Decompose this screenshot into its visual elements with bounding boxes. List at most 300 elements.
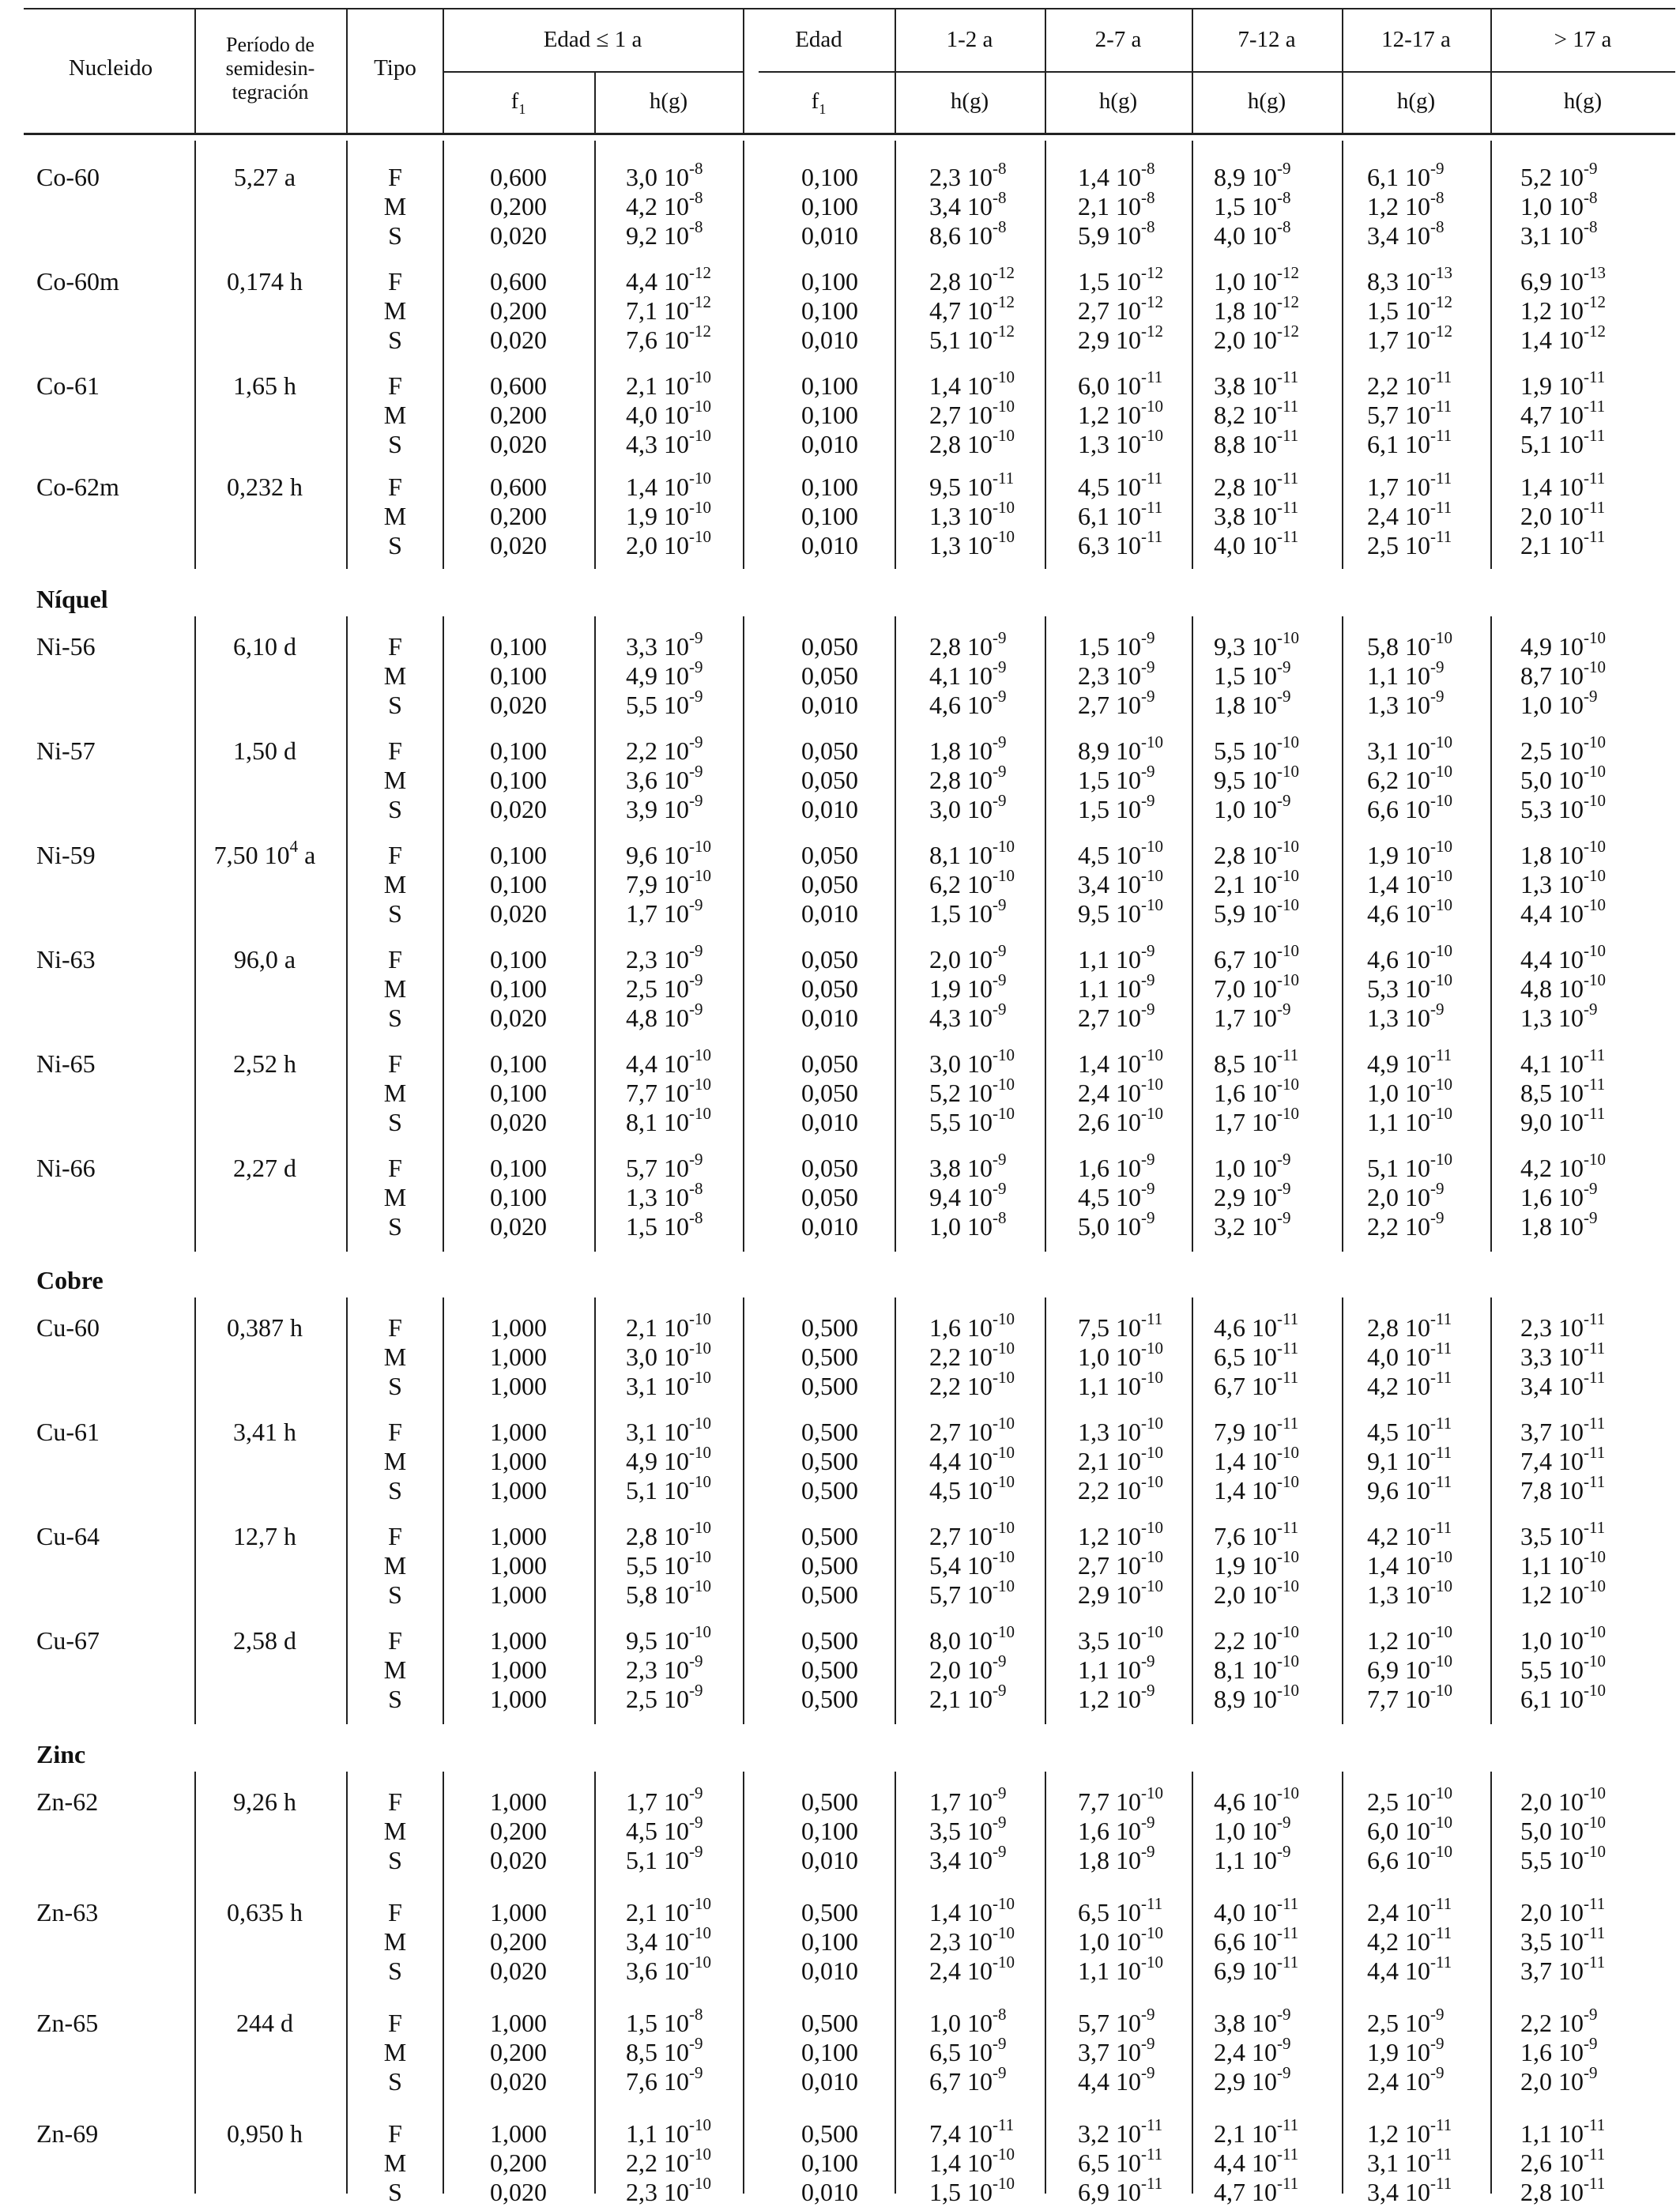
dose-value: 4,2 $10^{-11}$ <box>1367 1518 1452 1550</box>
dose-infant: 2,2 $10^{-9}$ <box>626 733 703 765</box>
dose-infant: 1,7 $10^{-9}$ <box>626 1783 703 1816</box>
f1-older: 0,500 <box>801 1551 858 1580</box>
dose-value: 3,5 $10^{-11}$ <box>1520 1923 1606 1956</box>
dose-value: 4,5 $10^{-11}$ <box>1078 469 1163 501</box>
absorption-type: S <box>388 1004 402 1032</box>
f1-infant: 0,020 <box>490 221 547 250</box>
dose-value: 4,9 $10^{-11}$ <box>1367 1045 1452 1078</box>
dose-value: 5,0 $10^{-10}$ <box>1520 762 1606 794</box>
dose-value: 4,1 $10^{-9}$ <box>929 657 1007 690</box>
dose-value: 3,8 $10^{-9}$ <box>929 1150 1007 1182</box>
dose-infant: 4,3 $10^{-10}$ <box>626 426 711 458</box>
dose-value: 2,1 $10^{-9}$ <box>929 1681 1007 1713</box>
dose-value: 1,8 $10^{-9}$ <box>1520 1208 1598 1241</box>
dose-value: 2,0 $10^{-11}$ <box>1520 1894 1606 1926</box>
dose-value: 5,8 $10^{-10}$ <box>1367 628 1452 661</box>
dose-value: 2,5 $10^{-10}$ <box>1520 733 1606 765</box>
dose-value: 6,1 $10^{-11}$ <box>1367 426 1452 458</box>
f1-infant: 0,100 <box>490 1079 547 1107</box>
dose-value: 8,6 $10^{-8}$ <box>929 217 1007 250</box>
nuclide-name: Cu-60 <box>36 1313 100 1342</box>
dose-value: 1,4 $10^{-12}$ <box>1520 322 1606 354</box>
dose-infant: 4,4 $10^{-12}$ <box>626 263 711 296</box>
header-periodo-line2: semidesin- <box>225 57 315 80</box>
dose-value: 2,6 $10^{-11}$ <box>1520 2145 1606 2177</box>
dose-value: 1,0 $10^{-10}$ <box>1367 1075 1452 1107</box>
f1-infant: 0,200 <box>490 502 547 530</box>
dose-infant: 7,9 $10^{-10}$ <box>626 866 711 898</box>
dose-value: 2,6 $10^{-10}$ <box>1078 1104 1163 1136</box>
header-hg-infant: h(g) <box>649 89 688 114</box>
nuclide-name: Co-62m <box>36 473 119 501</box>
dose-value: 2,7 $10^{-9}$ <box>1078 687 1155 719</box>
dose-value: 2,0 $10^{-10}$ <box>1214 1576 1299 1609</box>
f1-infant: 1,000 <box>490 1898 547 1926</box>
dose-value: 6,7 $10^{-10}$ <box>1214 941 1299 974</box>
dose-value: 3,5 $10^{-10}$ <box>1078 1622 1163 1655</box>
dose-value: 6,9 $10^{-11}$ <box>1078 2174 1163 2206</box>
f1-older: 0,050 <box>801 1183 858 1211</box>
dose-infant: 2,1 $10^{-10}$ <box>626 1309 711 1342</box>
dose-infant: 5,5 $10^{-10}$ <box>626 1547 711 1580</box>
dose-value: 1,4 $10^{-10}$ <box>929 1894 1015 1926</box>
column-divider <box>1045 141 1046 569</box>
f1-older: 0,050 <box>801 870 858 898</box>
f1-infant: 1,000 <box>490 1787 547 1816</box>
dose-value: 1,0 $10^{-10}$ <box>1520 1622 1606 1655</box>
f1-infant: 0,200 <box>490 2038 547 2066</box>
dose-value: 1,5 $10^{-10}$ <box>929 2174 1015 2206</box>
dose-value: 5,4 $10^{-10}$ <box>929 1547 1015 1580</box>
column-divider <box>743 1772 744 2194</box>
header-tipo: Tipo <box>374 55 416 81</box>
dose-value: 1,5 $10^{-8}$ <box>1214 188 1291 220</box>
f1-older: 0,010 <box>801 691 858 719</box>
dose-value: 4,4 $10^{-9}$ <box>1078 2063 1155 2096</box>
absorption-type: M <box>383 192 407 220</box>
absorption-type: S <box>388 795 402 823</box>
absorption-type: S <box>388 2067 402 2096</box>
f1-older: 0,010 <box>801 1004 858 1032</box>
dose-value: 2,4 $10^{-9}$ <box>1214 2034 1291 2066</box>
f1-older: 0,010 <box>801 1212 858 1241</box>
dose-infant: 1,4 $10^{-10}$ <box>626 469 711 501</box>
dose-value: 4,0 $10^{-8}$ <box>1214 217 1291 250</box>
column-divider <box>1342 1772 1343 2194</box>
dose-value: 1,9 $10^{-11}$ <box>1520 367 1606 400</box>
dose-value: 1,3 $10^{-10}$ <box>1367 1576 1452 1609</box>
dose-value: 5,9 $10^{-8}$ <box>1078 217 1155 250</box>
header-age-group: 7-12 a <box>1237 27 1296 52</box>
dose-value: 8,9 $10^{-10}$ <box>1078 733 1163 765</box>
half-life: 5,27 a <box>233 163 296 191</box>
dose-value: 6,5 $10^{-11}$ <box>1078 1894 1163 1926</box>
dose-value: 2,9 $10^{-9}$ <box>1214 2063 1291 2096</box>
f1-infant: 0,600 <box>490 371 547 400</box>
header-hg: h(g) <box>1098 89 1138 114</box>
dose-infant: 4,0 $10^{-10}$ <box>626 397 711 429</box>
dose-value: 2,2 $10^{-10}$ <box>929 1339 1015 1371</box>
dose-value: 5,3 $10^{-10}$ <box>1367 970 1452 1003</box>
dose-value: 1,1 $10^{-10}$ <box>1520 1547 1606 1580</box>
dose-value: 4,6 $10^{-9}$ <box>929 687 1007 719</box>
dose-value: 1,6 $10^{-9}$ <box>1520 2034 1598 2066</box>
dose-value: 1,4 $10^{-10}$ <box>929 367 1015 400</box>
nuclide-name: Zn-63 <box>36 1898 99 1926</box>
dose-value: 3,7 $10^{-9}$ <box>1078 2034 1155 2066</box>
dose-value: 4,4 $10^{-11}$ <box>1367 1953 1452 1985</box>
header-edad-infant: Edad ≤ 1 a <box>543 27 642 52</box>
f1-infant: 0,100 <box>490 945 547 974</box>
absorption-type: S <box>388 1580 402 1609</box>
dose-value: 5,7 $10^{-11}$ <box>1367 397 1452 429</box>
dose-value: 1,4 $10^{-8}$ <box>1078 159 1155 191</box>
dose-value: 3,3 $10^{-11}$ <box>1520 1339 1606 1371</box>
dose-value: 1,4 $10^{-10}$ <box>1367 1547 1452 1580</box>
absorption-type: S <box>388 899 402 928</box>
dose-value: 3,4 $10^{-11}$ <box>1520 1368 1606 1400</box>
absorption-type: M <box>383 296 407 325</box>
f1-infant: 0,020 <box>490 795 547 823</box>
f1-older: 0,500 <box>801 1580 858 1609</box>
nuclide-name: Cu-61 <box>36 1418 100 1446</box>
column-divider <box>1342 141 1343 569</box>
dose-value: 6,1 $10^{-11}$ <box>1078 498 1163 530</box>
f1-infant: 0,200 <box>490 192 547 220</box>
dose-value: 1,4 $10^{-10}$ <box>1367 866 1452 898</box>
column-divider <box>443 616 444 1252</box>
dose-infant: 7,7 $10^{-10}$ <box>626 1075 711 1107</box>
header-age-group: > 17 a <box>1554 27 1612 52</box>
dose-value: 1,6 $10^{-9}$ <box>1520 1179 1598 1211</box>
dose-value: 1,3 $10^{-10}$ <box>1520 866 1606 898</box>
dose-infant: 4,4 $10^{-10}$ <box>626 1045 711 1078</box>
column-divider <box>346 616 348 1252</box>
column-divider <box>594 1297 596 1724</box>
dose-value: 1,3 $10^{-9}$ <box>1520 1000 1598 1032</box>
f1-infant: 1,000 <box>490 1626 547 1655</box>
dose-value: 7,4 $10^{-11}$ <box>1520 1443 1606 1475</box>
dose-infant: 2,3 $10^{-9}$ <box>626 941 703 974</box>
column-divider <box>594 1772 596 2194</box>
f1-older: 0,500 <box>801 1447 858 1475</box>
half-life: 1,65 h <box>233 371 296 400</box>
absorption-type: F <box>388 1787 402 1816</box>
dose-value: 1,1 $10^{-10}$ <box>1078 1953 1163 1985</box>
element-group-heading: Níquel <box>36 585 108 613</box>
f1-infant: 0,100 <box>490 661 547 690</box>
half-life: 1,50 d <box>233 736 296 765</box>
column-divider <box>743 141 744 569</box>
dose-infant: 1,9 $10^{-10}$ <box>626 498 711 530</box>
column-divider <box>443 1297 444 1724</box>
dose-value: 1,4 $10^{-11}$ <box>1520 469 1606 501</box>
dose-value: 2,8 $10^{-9}$ <box>929 628 1007 661</box>
f1-infant: 0,020 <box>490 1957 547 1985</box>
absorption-type: F <box>388 841 402 869</box>
f1-older: 0,010 <box>801 430 858 458</box>
dose-value: 2,2 $10^{-10}$ <box>1078 1472 1163 1505</box>
column-divider <box>1192 616 1193 1252</box>
column-divider <box>1490 1297 1492 1724</box>
dose-value: 7,9 $10^{-11}$ <box>1214 1414 1299 1446</box>
dose-infant: 4,9 $10^{-9}$ <box>626 657 703 690</box>
dose-value: 1,3 $10^{-10}$ <box>1078 1414 1163 1446</box>
f1-subscript: 1 <box>518 100 526 117</box>
dose-value: 4,2 $10^{-11}$ <box>1367 1368 1452 1400</box>
column-divider <box>1490 1772 1492 2194</box>
dose-value: 1,8 $10^{-9}$ <box>929 733 1007 765</box>
dose-value: 1,0 $10^{-10}$ <box>1078 1339 1163 1371</box>
f1-infant: 1,000 <box>490 1551 547 1580</box>
f1-infant: 0,020 <box>490 2178 547 2206</box>
dose-value: 2,9 $10^{-10}$ <box>1078 1576 1163 1609</box>
column-divider <box>1490 141 1492 569</box>
dose-infant: 7,1 $10^{-12}$ <box>626 292 711 325</box>
dose-value: 2,8 $10^{-11}$ <box>1367 1309 1452 1342</box>
column-divider <box>895 616 896 1252</box>
dose-value: 2,7 $10^{-10}$ <box>929 1414 1015 1446</box>
dose-infant: 3,1 $10^{-10}$ <box>626 1368 711 1400</box>
absorption-type: M <box>383 1927 407 1956</box>
dose-value: 5,7 $10^{-10}$ <box>929 1576 1015 1609</box>
dose-value: 1,6 $10^{-10}$ <box>1214 1075 1299 1107</box>
column-divider <box>1342 616 1343 1252</box>
dose-value: 7,7 $10^{-10}$ <box>1367 1681 1452 1713</box>
dose-value: 2,2 $10^{-9}$ <box>1367 1208 1445 1241</box>
dose-value: 4,0 $10^{-11}$ <box>1214 1894 1299 1926</box>
column-divider <box>1045 1297 1046 1724</box>
dose-value: 1,1 $10^{-11}$ <box>1520 2115 1606 2148</box>
column-divider <box>443 141 444 569</box>
dose-infant: 4,9 $10^{-10}$ <box>626 1443 711 1475</box>
nuclide-name: Zn-65 <box>36 2009 99 2037</box>
dose-value: 1,0 $10^{-9}$ <box>1520 687 1598 719</box>
header-age-group: 1-2 a <box>946 27 993 52</box>
dose-value: 1,3 $10^{-10}$ <box>1078 426 1163 458</box>
f1-infant: 0,200 <box>490 1817 547 1845</box>
dose-infant: 2,5 $10^{-9}$ <box>626 970 703 1003</box>
header-hg: h(g) <box>1247 89 1286 114</box>
dose-value: 3,4 $10^{-10}$ <box>1078 866 1163 898</box>
dose-infant: 4,2 $10^{-8}$ <box>626 188 703 220</box>
absorption-type: M <box>383 1655 407 1684</box>
f1-older: 0,100 <box>801 371 858 400</box>
dose-value: 4,4 $10^{-10}$ <box>1520 895 1606 928</box>
nuclide-name: Co-60 <box>36 163 100 191</box>
f1-infant: 0,020 <box>490 691 547 719</box>
dose-value: 2,3 $10^{-8}$ <box>929 159 1007 191</box>
dose-value: 1,2 $10^{-10}$ <box>1078 397 1163 429</box>
dose-value: 8,5 $10^{-11}$ <box>1520 1075 1606 1107</box>
absorption-type: M <box>383 870 407 898</box>
dose-value: 4,6 $10^{-10}$ <box>1214 1783 1299 1816</box>
dose-value: 1,7 $10^{-9}$ <box>1214 1000 1291 1032</box>
dose-value: 1,1 $10^{-10}$ <box>1078 1368 1163 1400</box>
dose-value: 6,5 $10^{-11}$ <box>1078 2145 1163 2177</box>
dose-value: 2,9 $10^{-12}$ <box>1078 322 1163 354</box>
dose-infant: 9,2 $10^{-8}$ <box>626 217 703 250</box>
dose-infant: 5,5 $10^{-9}$ <box>626 687 703 719</box>
f1-older: 0,500 <box>801 1655 858 1684</box>
f1-older: 0,100 <box>801 1817 858 1845</box>
dose-value: 6,9 $10^{-10}$ <box>1367 1651 1452 1684</box>
dose-value: 6,7 $10^{-9}$ <box>929 2063 1007 2096</box>
f1-older: 0,500 <box>801 1313 858 1342</box>
nuclide-name: Ni-66 <box>36 1154 96 1182</box>
header-nucleido: Nucleido <box>68 55 153 81</box>
absorption-type: F <box>388 1313 402 1342</box>
dose-infant: 3,6 $10^{-9}$ <box>626 762 703 794</box>
dose-value: 4,6 $10^{-10}$ <box>1367 941 1452 974</box>
column-divider <box>1192 141 1193 569</box>
f1-infant: 0,020 <box>490 1004 547 1032</box>
dose-value: 4,4 $10^{-11}$ <box>1214 2145 1299 2177</box>
dose-infant: 5,7 $10^{-9}$ <box>626 1150 703 1182</box>
absorption-type: F <box>388 473 402 501</box>
column-divider <box>895 141 896 569</box>
dose-value: 4,3 $10^{-9}$ <box>929 1000 1007 1032</box>
half-life: 9,26 h <box>233 1787 296 1816</box>
absorption-type: F <box>388 2119 402 2148</box>
f1-infant: 0,600 <box>490 163 547 191</box>
dose-infant: 2,1 $10^{-10}$ <box>626 1894 711 1926</box>
f1-infant: 1,000 <box>490 1418 547 1446</box>
dose-value: 2,2 $10^{-11}$ <box>1367 367 1452 400</box>
dose-value: 1,0 $10^{-12}$ <box>1214 263 1299 296</box>
dose-value: 3,0 $10^{-9}$ <box>929 791 1007 823</box>
header-periodo-line1: Período de <box>226 33 315 56</box>
f1-older: 0,100 <box>801 2149 858 2177</box>
dose-value: 9,5 $10^{-10}$ <box>1214 762 1299 794</box>
header-periodo <box>198 33 343 104</box>
dose-value: 1,9 $10^{-10}$ <box>1214 1547 1299 1580</box>
dose-value: 6,6 $10^{-10}$ <box>1367 791 1452 823</box>
dose-infant: 3,4 $10^{-10}$ <box>626 1923 711 1956</box>
dose-infant: 7,6 $10^{-12}$ <box>626 322 711 354</box>
dose-value: 2,1 $10^{-10}$ <box>1078 1443 1163 1475</box>
dose-value: 1,5 $10^{-9}$ <box>1214 657 1291 690</box>
dose-value: 5,5 $10^{-10}$ <box>1520 1842 1606 1874</box>
dose-value: 5,0 $10^{-10}$ <box>1520 1813 1606 1845</box>
dose-infant: 3,1 $10^{-10}$ <box>626 1414 711 1446</box>
dose-value: 6,9 $10^{-11}$ <box>1214 1953 1299 1985</box>
f1-older: 0,100 <box>801 1927 858 1956</box>
dose-infant: 3,3 $10^{-9}$ <box>626 628 703 661</box>
dose-value: 3,0 $10^{-10}$ <box>929 1045 1015 1078</box>
dose-value: 1,5 $10^{-12}$ <box>1078 263 1163 296</box>
dose-value: 8,9 $10^{-9}$ <box>1214 159 1291 191</box>
dose-value: 6,6 $10^{-11}$ <box>1214 1923 1299 1956</box>
half-life: 0,950 h <box>227 2119 303 2148</box>
absorption-type: S <box>388 430 402 458</box>
dose-value: 2,8 $10^{-11}$ <box>1520 2174 1606 2206</box>
absorption-type: F <box>388 163 402 191</box>
dose-value: 6,5 $10^{-11}$ <box>1214 1339 1299 1371</box>
dose-value: 1,5 $10^{-9}$ <box>929 895 1007 928</box>
column-divider <box>1342 1297 1343 1724</box>
column-divider <box>346 1297 348 1724</box>
absorption-type: F <box>388 1154 402 1182</box>
dose-value: 1,1 $10^{-9}$ <box>1367 657 1445 690</box>
f1-older: 0,100 <box>801 192 858 220</box>
absorption-type: M <box>383 1817 407 1845</box>
dose-value: 2,5 $10^{-9}$ <box>1367 2005 1445 2037</box>
dose-value: 7,0 $10^{-10}$ <box>1214 970 1299 1003</box>
dose-value: 3,8 $10^{-11}$ <box>1214 498 1299 530</box>
header-f1-older <box>743 89 895 122</box>
dose-value: 6,6 $10^{-10}$ <box>1367 1842 1452 1874</box>
dose-value: 5,5 $10^{-10}$ <box>929 1104 1015 1136</box>
dose-value: 1,4 $10^{-10}$ <box>1214 1472 1299 1505</box>
f1-older: 0,100 <box>801 163 858 191</box>
f1-older: 0,050 <box>801 841 858 869</box>
dose-value: 4,0 $10^{-11}$ <box>1367 1339 1452 1371</box>
absorption-type: S <box>388 531 402 559</box>
dose-value: 3,4 $10^{-8}$ <box>1367 217 1445 250</box>
f1-older: 0,100 <box>801 267 858 296</box>
dose-value: 6,7 $10^{-11}$ <box>1214 1368 1299 1400</box>
dose-value: 6,5 $10^{-9}$ <box>929 2034 1007 2066</box>
dose-value: 1,7 $10^{-11}$ <box>1367 469 1452 501</box>
dose-value: 1,5 $10^{-12}$ <box>1367 292 1452 325</box>
nuclide-name: Co-60m <box>36 267 119 296</box>
column-divider <box>194 616 196 1252</box>
dose-value: 3,2 $10^{-9}$ <box>1214 1208 1291 1241</box>
f1-older: 0,010 <box>801 1846 858 1874</box>
dose-value: 6,2 $10^{-10}$ <box>1367 762 1452 794</box>
f1-older: 0,100 <box>801 2038 858 2066</box>
header-mid-rule-infant <box>443 71 743 73</box>
dose-value: 1,8 $10^{-12}$ <box>1214 292 1299 325</box>
dose-value: 5,1 $10^{-12}$ <box>929 322 1015 354</box>
dose-value: 1,3 $10^{-9}$ <box>1367 687 1445 719</box>
dose-infant: 5,8 $10^{-10}$ <box>626 1576 711 1609</box>
dose-value: 2,1 $10^{-8}$ <box>1078 188 1155 220</box>
dose-value: 1,3 $10^{-9}$ <box>1367 1000 1445 1032</box>
dose-value: 4,2 $10^{-10}$ <box>1520 1150 1606 1182</box>
absorption-type: M <box>383 661 407 690</box>
dose-value: 1,5 $10^{-9}$ <box>1078 791 1155 823</box>
f1-older: 0,500 <box>801 1418 858 1446</box>
dose-infant: 1,5 $10^{-8}$ <box>626 1208 703 1241</box>
absorption-type: F <box>388 945 402 974</box>
dose-infant: 3,6 $10^{-10}$ <box>626 1953 711 1985</box>
dose-value: 2,7 $10^{-10}$ <box>929 397 1015 429</box>
dose-value: 8,1 $10^{-10}$ <box>1214 1651 1299 1684</box>
f1-infant: 0,020 <box>490 899 547 928</box>
f1-older: 0,010 <box>801 326 858 354</box>
dose-value: 1,2 $10^{-8}$ <box>1367 188 1445 220</box>
nuclide-name: Ni-59 <box>36 841 96 869</box>
dose-infant: 2,1 $10^{-10}$ <box>626 367 711 400</box>
dose-value: 2,4 $10^{-11}$ <box>1367 1894 1452 1926</box>
f1-older: 0,010 <box>801 221 858 250</box>
absorption-type: F <box>388 1049 402 1078</box>
dose-value: 5,3 $10^{-10}$ <box>1520 791 1606 823</box>
dose-value: 2,2 $10^{-10}$ <box>929 1368 1015 1400</box>
f1-infant: 1,000 <box>490 1580 547 1609</box>
dose-value: 5,7 $10^{-9}$ <box>1078 2005 1155 2037</box>
dose-value: 4,4 $10^{-10}$ <box>1520 941 1606 974</box>
f1-older: 0,500 <box>801 1343 858 1371</box>
f1-older: 0,050 <box>801 1079 858 1107</box>
dose-value: 9,3 $10^{-10}$ <box>1214 628 1299 661</box>
f1-older: 0,010 <box>801 795 858 823</box>
dose-value: 1,2 $10^{-12}$ <box>1520 292 1606 325</box>
dose-value: 3,4 $10^{-9}$ <box>929 1842 1007 1874</box>
f1-infant: 0,100 <box>490 1049 547 1078</box>
